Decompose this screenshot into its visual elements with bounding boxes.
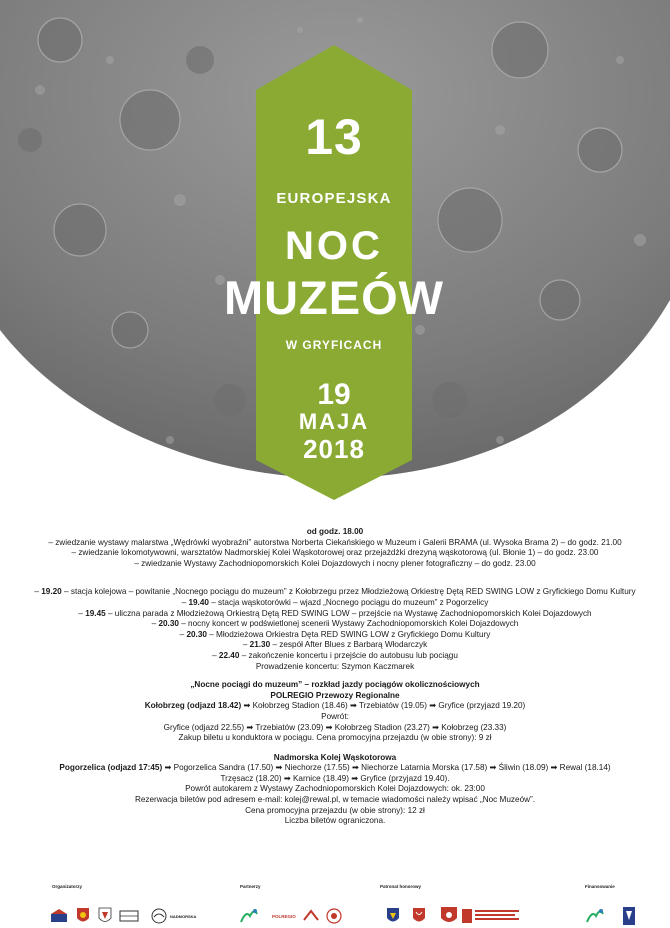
gdk-logo-icon [326, 908, 342, 924]
schedule-item: – 19.40 – stacja wąskotorówki – wjazd „Nocnego pociągu do muzeum” z Pogorzelicy [181, 597, 489, 607]
price-nkw: Cena promocyjna przejazdu (w obie strony): 12 zł [245, 805, 425, 815]
schedule-time: 19.45 [85, 608, 106, 618]
funding-label: Finansowanie [585, 884, 615, 889]
operator-nkw: Nadmorska Kolej Wąskotorowa [273, 752, 397, 762]
intro-line: – zwiedzanie wystawy malarstwa „Wędrówki wyobraźni” autorstwa Norberta Ciekańskiego w Muzeum i Galerii BRAMA (ul. Wysoka Brama 2) – do godz. 21.00 [48, 537, 622, 547]
sponsors-footer [0, 880, 670, 928]
event-day: 19 [317, 378, 351, 411]
schedule-time: 22.40 [218, 650, 240, 660]
ticket-polregio: Zakup biletu u konduktora w pociągu. Cena promocyjna przejazdu (w obie strony): 9 zł [178, 733, 492, 743]
intro-line: – zwiedzanie lokomotywowni, warsztatów Nadmorskiej Kolei Wąskotorowej oraz przejażdżki drezyną wąskotorową (ul. Błonie 1) – do godz. 23.00 [71, 548, 599, 558]
organizers-label: Organizatorzy [52, 884, 83, 889]
reservation-info: Rezerwacja biletów pod adresem e-mail: kolej@rewal.pl, w temacie wiadomości należy wpisać „Noc Muzeów”. [134, 795, 536, 805]
zachodniopomorskie-logo-icon [238, 906, 260, 926]
intro-heading: od godz. 18.00 [306, 527, 364, 536]
marshal-coat-of-arms-icon [440, 906, 458, 926]
schedule-item: – 19.45 – uliczna parada z Młodzieżową Orkiestrą Dętą RED SWING LOW – przejście na Wystawę Zachodniopomorskich Kolei Dojazdowych [78, 608, 592, 618]
gryfice-coat-of-arms-icon [76, 907, 90, 925]
schedule-time: 19.20 [41, 587, 62, 597]
funding-zachodniopomorskie-logo-icon [584, 906, 606, 926]
schedule-item: – 20.30 – nocny koncert w podświetlonej scenerii Wystawy Zachodniopomorskich Kolei Dojazdowych [151, 619, 519, 629]
schedule-item: – 21.30 – zespół After Blues z Barbarą Włodarczyk [242, 640, 428, 650]
event-month: MAJA [298, 409, 370, 434]
event-subtitle: EUROPEJSKA [276, 190, 392, 207]
marshal-patronage-logo-icon [462, 907, 522, 925]
schedule-time: 20.30 [186, 629, 207, 639]
route-nkw: Pogorzelica (odjazd 17:45) ➡ Pogorzelica Sandra (17.50) ➡ Niechorze (17.55) ➡ Niechorze Latarnia Morska (17.58) ➡ Śliwin (18.09) ➡ Rewal (18.14) [59, 763, 611, 773]
schedule-item: – 20.30 – Młodzieżowa Orkiestra Dęta RED SWING LOW z Gryfickiego Domu Kultury [179, 629, 491, 639]
railway-museum-logo-icon [118, 907, 140, 925]
schedule-item: – 19.20 – stacja kolejowa – powitanie „Nocnego pociągu do muzeum” z Kołobrzegu przez Młodzieżową Orkiestrę Dętą RED SWING LOW z Gryfickiego Domu Kultury [34, 587, 636, 597]
pkp-logo-icon [302, 908, 320, 924]
return-polregio: Gryfice (odjazd 22.55) ➡ Trzebiatów (23.09) ➡ Kołobrzeg Stadion (23.27) ➡ Kołobrzeg (23.33) [163, 722, 507, 732]
route-polregio: Kołobrzeg (odjazd 18.42) ➡ Kołobrzeg Stadion (18.46) ➡ Trzebiatów (19.05) ➡ Gryfice (przyjazd 19.20) [144, 701, 526, 711]
program-section [20, 527, 650, 827]
schedule-time: 19.40 [188, 597, 209, 607]
polregio-logo: POLREGIO [272, 914, 296, 919]
return-label: Powrót: [321, 711, 349, 721]
nkw-logo-text: NADMORSKA [170, 914, 197, 919]
route-nkw-cont: Trzęsacz (18.20) ➡ Karnice (18.49) ➡ Gryfice (przyjazd 19.40). [220, 773, 450, 783]
event-year: 2018 [303, 434, 365, 464]
trains-heading: „Nocne pociągi do muzeum” – rozkład jazdy pociągów okolicznościowych [190, 680, 480, 690]
patronage-label: Patronat honorowy [380, 884, 422, 889]
schedule-time: 21.30 [249, 640, 271, 650]
funding-coat-of-arms-icon [622, 906, 636, 926]
event-banner [223, 0, 445, 500]
voivodeship-coat-of-arms-icon [412, 907, 426, 925]
county-coat-of-arms-icon [98, 907, 112, 925]
bus-return: Powrót autokarem z Wystawy Zachodniopomorskich Kolei Dojazdowych: ok. 23:00 [185, 784, 485, 794]
museum-logo-icon [50, 908, 68, 924]
operator-polregio: POLREGIO Przewozy Regionalne [270, 690, 400, 700]
limited-tickets: Liczba biletów ograniczona. [284, 816, 386, 826]
patron-coat-of-arms-icon [386, 907, 400, 925]
event-title-noc: NOC [285, 224, 383, 268]
event-location: W GRYFICACH [285, 338, 383, 352]
schedule-item: – 22.40 – zakończenie koncertu i przejście do autobusu lub pociągu [212, 650, 458, 660]
schedule-time: 20.30 [158, 619, 179, 629]
nkw-logo-icon [150, 908, 168, 924]
edition-number: 13 [305, 109, 363, 165]
intro-line: – zwiedzanie Wystawy Zachodniopomorskich Kolei Dojazdowych i nocny plener fotograficzny – do godz. 23.00 [134, 558, 536, 568]
concert-host: Prowadzenie koncertu: Szymon Kaczmarek [255, 661, 415, 671]
partners-label: Partnerzy [240, 884, 261, 889]
event-title-muzeow: MUZEÓW [223, 271, 445, 324]
